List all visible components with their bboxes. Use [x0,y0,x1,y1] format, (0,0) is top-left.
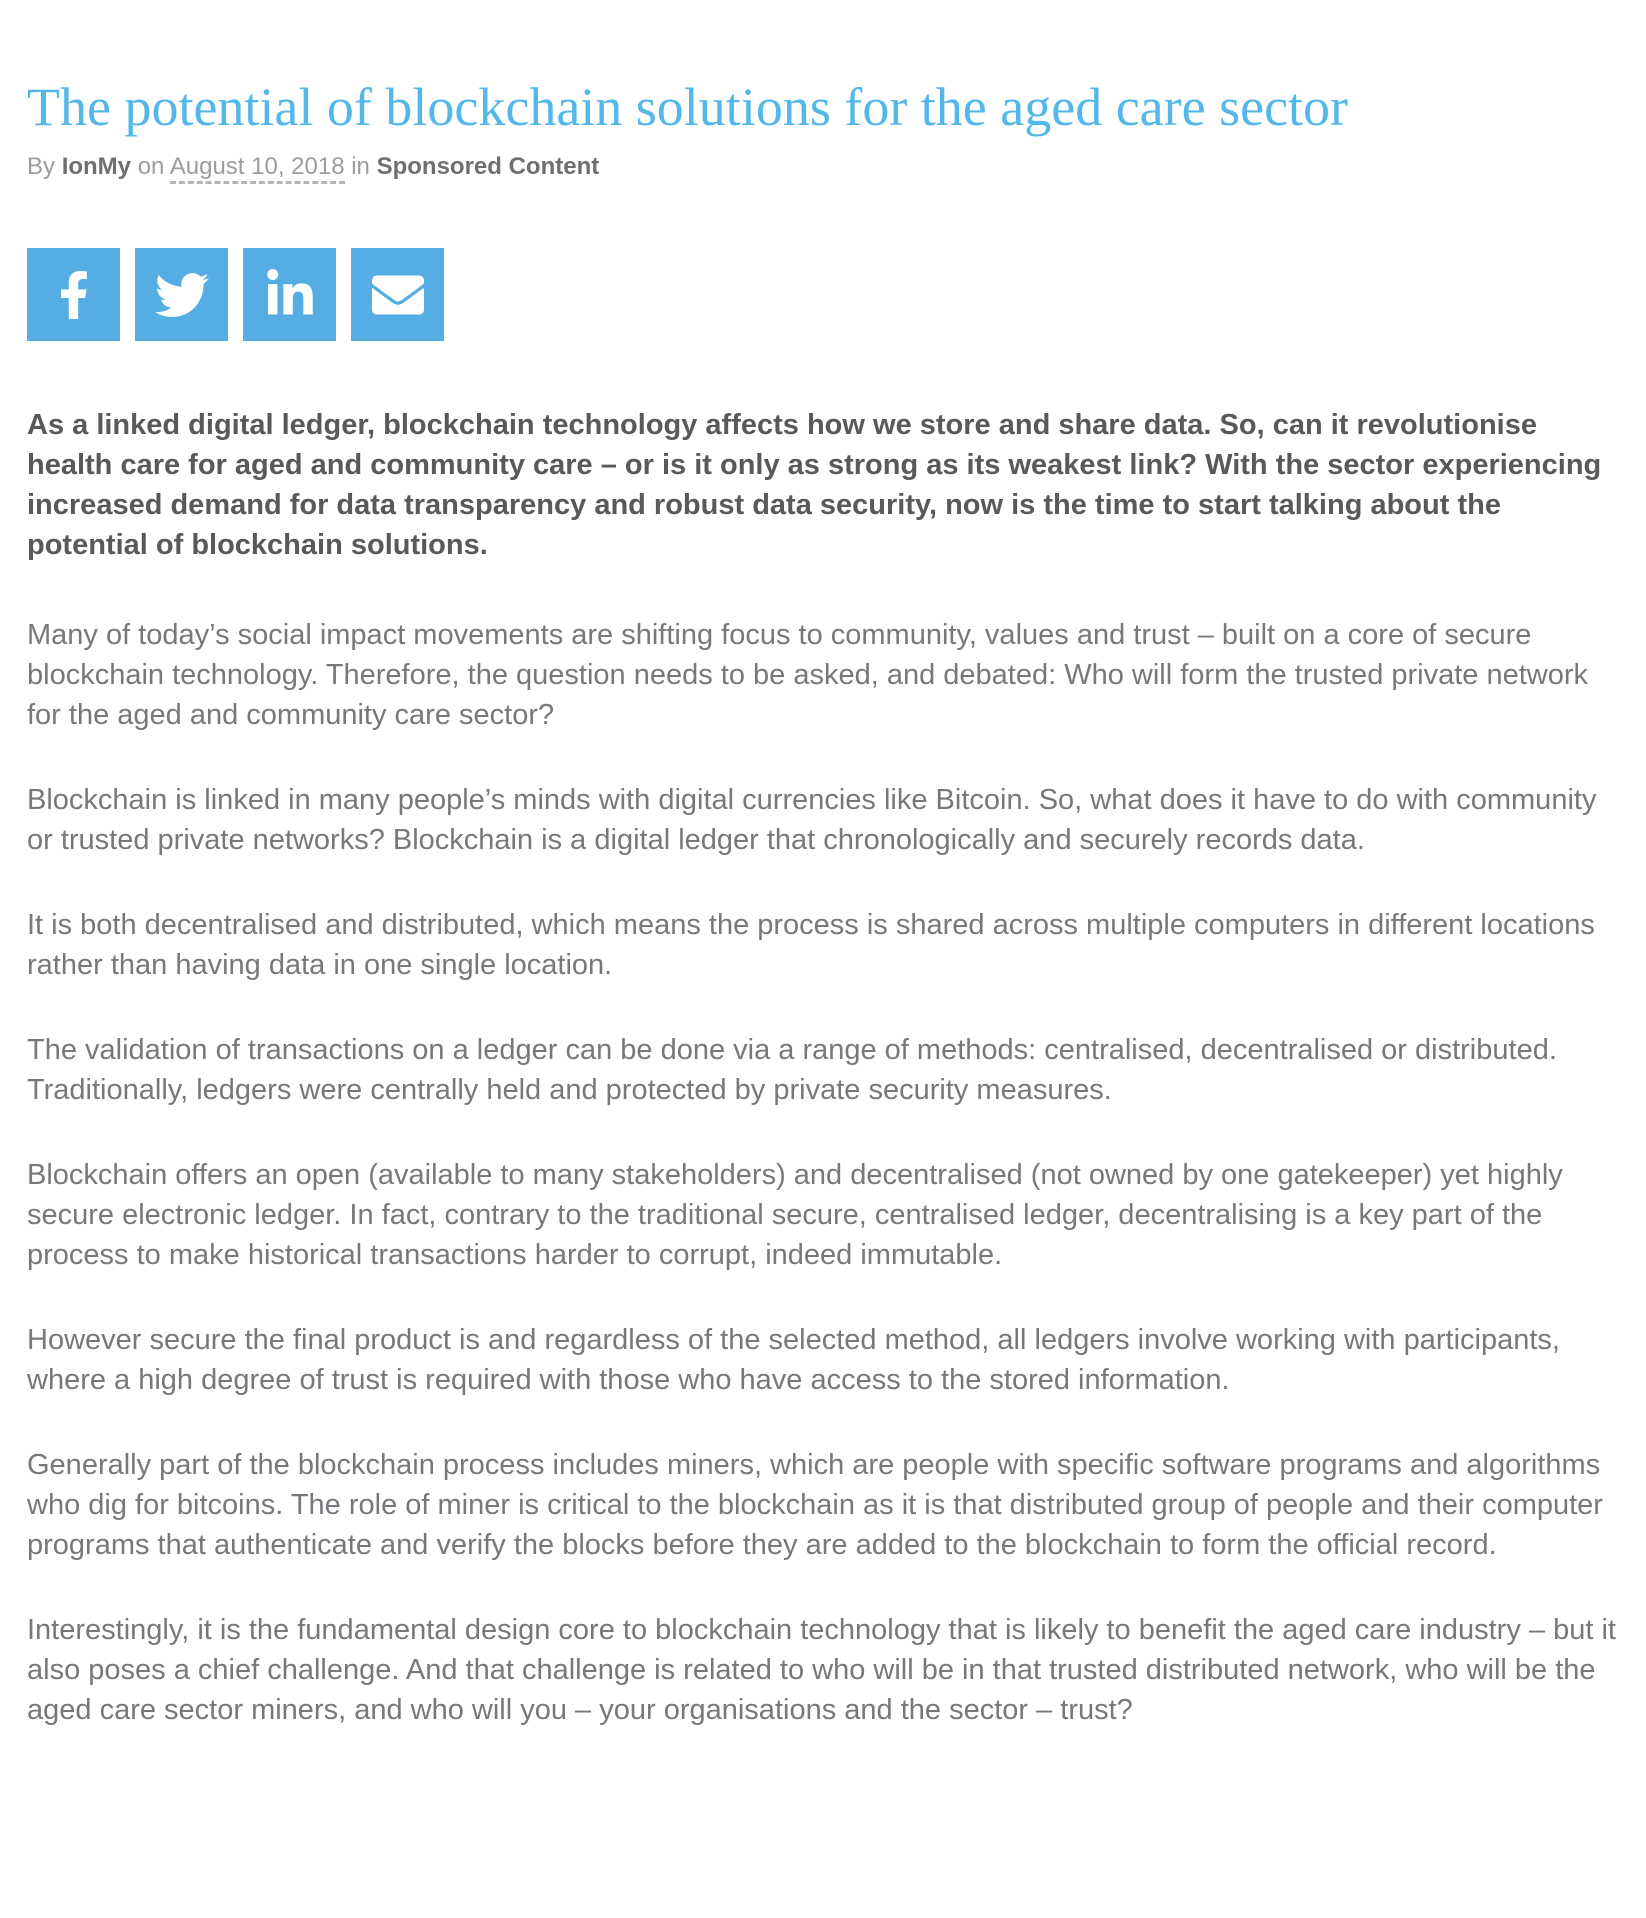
byline [27,152,1616,182]
body-paragraph: However secure the final product is and regardless of the selected method, all ledgers involve working with participants, where a high degree of trust is required with those who have access to the stored information. [27,1324,1560,1397]
byline-by-label: By [27,153,56,181]
share-facebook-button[interactable] [27,248,120,341]
body-paragraph: Blockchain offers an open (available to many stakeholders) and decentralised (not owned by one gatekeeper) yet highly secure electronic ledger. In fact, contrary to the traditional secure, centralised ledger, decentralising is a key part of the process to make historical transactions harder to corrupt, indeed immutable. [27,1159,1563,1272]
body-paragraph: Generally part of the blockchain process includes miners, which are people with specific software programs and algorithms who dig for bitcoins. The role of miner is critical to the blockchain as it is that distributed group of people and their computer programs that authenticate and verify the blocks before they are added to the blockchain to form the official record. [27,1449,1603,1562]
share-linkedin-button[interactable] [243,248,336,341]
body-paragraph: Many of today’s social impact movements are shifting focus to community, values and trust – built on a core of secure blockchain technology. Therefore, the question needs to be asked, and debated: Who will form the trusted private network for the aged and community care sector? [27,619,1589,732]
publish-date[interactable]: August 10, 2018 [170,153,345,184]
body-paragraph: Blockchain is linked in many people’s minds with digital currencies like Bitcoin. So, what does it have to do with community or trusted private networks? Blockchain is a digital ledger that chronologically and securely records data. [27,784,1597,857]
article-body [27,405,1616,1730]
byline-on-label: on [137,153,165,181]
body-paragraph: It is both decentralised and distributed, which means the process is shared across multiple computers in different locations rather than having data in one single location. [27,909,1595,982]
category-link[interactable]: Sponsored Content [376,153,600,181]
email-icon [372,269,424,321]
share-email-button[interactable] [351,248,444,341]
facebook-icon [59,269,89,321]
body-paragraph: The validation of transactions on a ledger can be done via a range of methods: centralised, decentralised or distributed. Traditionally, ledgers were centrally held and protected by private security measures. [27,1034,1557,1107]
intro-paragraph: As a linked digital ledger, blockchain technology affects how we store and share data. So, can it revolutionise health care for aged and community care – or is it only as strong as its weakest link? With the sector experiencing increased demand for data transparency and robust data security, now is the time to start talking about the potential of blockchain solutions. [27,409,1602,562]
page-title: The potential of blockchain solutions for the aged care sector [27,77,1349,137]
twitter-icon [155,268,209,322]
linkedin-icon [267,269,313,321]
byline-in-label: in [351,153,370,181]
share-twitter-button[interactable] [135,248,228,341]
share-buttons [27,248,1616,341]
author-name[interactable]: IonMy [61,153,132,181]
body-paragraph: Interestingly, it is the fundamental design core to blockchain technology that is likely to benefit the aged care industry – but it also poses a chief challenge. And that challenge is related to who will be in that trusted distributed network, who will be the aged care sector miners, and who will you – your organisations and the sector – trust? [27,1614,1616,1727]
